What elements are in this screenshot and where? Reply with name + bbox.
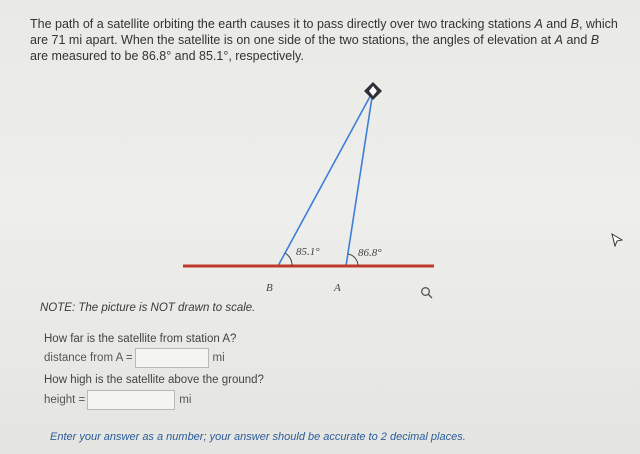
problem-text-2: , which are 71 mi apart. When the satellite is on one side of the two stations, the angles of elevation at	[30, 17, 618, 47]
station-label-a: A	[334, 282, 341, 294]
height-label: height =	[44, 394, 86, 406]
angle-label-a: 86.8°	[358, 247, 382, 259]
mouse-cursor-icon	[611, 233, 623, 247]
angle-arc-b	[285, 253, 292, 266]
height-row	[44, 390, 191, 410]
angle-label-b: 85.1°	[296, 246, 320, 258]
problem-text-1: The path of a satellite orbiting the earth causes it to pass directly over two tracking stations	[30, 17, 535, 31]
distance-label: distance from A =	[44, 352, 133, 364]
diagram-note: NOTE: The picture is NOT drawn to scale.	[40, 302, 256, 314]
distance-unit: mi	[212, 352, 225, 364]
search-icon[interactable]	[420, 286, 434, 300]
answer-hint: Enter your answer as a number; your answer should be accurate to 2 decimal places.	[50, 431, 466, 443]
height-unit: mi	[179, 394, 192, 406]
station-a-ref-2: A	[554, 33, 563, 47]
problem-text-3: are measured to be 86.8° and 85.1°, respectively.	[30, 49, 304, 63]
question-1-text: How far is the satellite from station A?	[44, 333, 237, 345]
station-label-b: B	[266, 282, 273, 294]
distance-input[interactable]	[135, 348, 209, 368]
satellite-icon	[364, 82, 382, 100]
height-input[interactable]	[87, 390, 175, 410]
station-a-ref: A	[534, 17, 543, 31]
question-2-text: How high is the satellite above the ground?	[44, 374, 264, 386]
station-b-ref: B	[570, 17, 579, 31]
problem-and-2: and	[562, 33, 591, 47]
station-b-ref-2: B	[590, 33, 600, 47]
distance-row	[44, 348, 225, 368]
angle-arc-a	[348, 254, 358, 266]
problem-and-1: and	[542, 17, 571, 31]
